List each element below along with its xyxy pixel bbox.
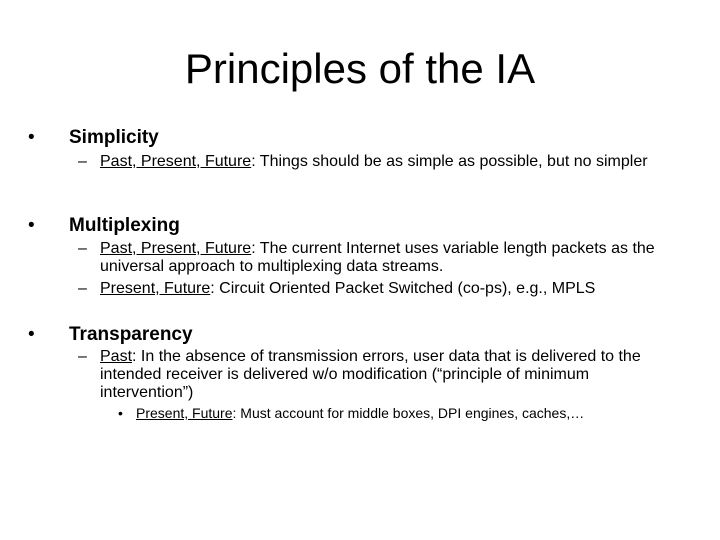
sub-item-text: : The current Internet uses variable length packets as the universal approach to multiplexing data streams. bbox=[100, 240, 655, 275]
sub-item-body bbox=[100, 348, 680, 402]
sub-item-text: : In the absence of transmission errors, user data that is delivered to the intended receiver is delivered w/o modification (“principle of minimum intervention”) bbox=[100, 348, 641, 401]
bullet-dot-icon: • bbox=[28, 215, 35, 236]
dash-icon: – bbox=[78, 348, 87, 365]
sub-item-body bbox=[100, 240, 680, 276]
sub-item-body bbox=[100, 153, 680, 171]
bullet-dot-icon: • bbox=[28, 324, 35, 345]
time-tag: Past bbox=[100, 348, 133, 365]
time-tag: Present, Future bbox=[100, 280, 211, 297]
slide-title: Principles of the IA bbox=[184, 45, 536, 92]
time-tag: Past, Present, Future bbox=[100, 240, 252, 257]
time-tag: Past, Present, Future bbox=[100, 153, 252, 170]
bullet-dot-icon: • bbox=[118, 405, 123, 421]
dash-icon: – bbox=[78, 240, 87, 257]
bullet-dot-icon: • bbox=[28, 127, 35, 148]
time-tag: Present, Future bbox=[136, 405, 233, 421]
bullet-label: Transparency bbox=[69, 324, 193, 345]
dash-icon: – bbox=[78, 280, 87, 297]
sub-item-text: : Circuit Oriented Packet Switched (co-ps), e.g., MPLS bbox=[210, 280, 596, 297]
sub-sub-item-text: : Must account for middle boxes, DPI engines, caches,… bbox=[232, 405, 585, 421]
bullet-label: Simplicity bbox=[69, 127, 159, 148]
bullet-label: Multiplexing bbox=[69, 215, 180, 236]
dash-icon: – bbox=[78, 153, 87, 170]
sub-item-text: : Things should be as simple as possible, but no simpler bbox=[251, 153, 648, 170]
sub-item-body bbox=[100, 280, 680, 298]
sub-sub-item-body bbox=[136, 405, 676, 421]
